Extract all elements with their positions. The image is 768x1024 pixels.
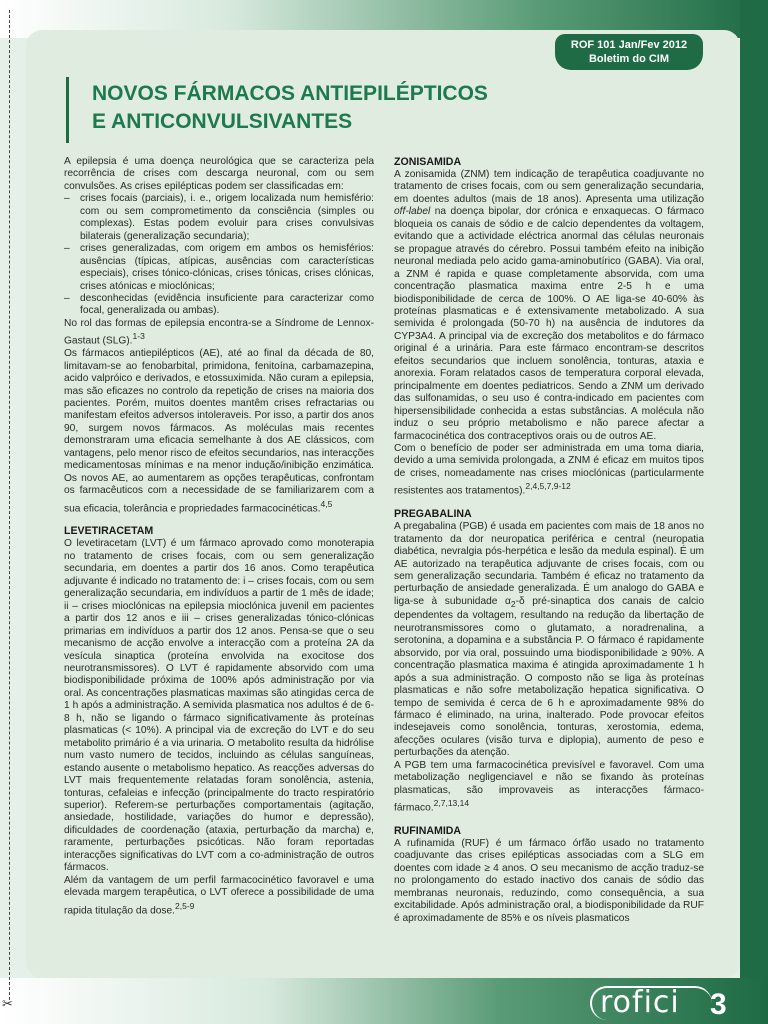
paragraph: Com o benefício de poder ser administrada em uma toma diaria, devido a uma semivida prolongada, a ZNM é eficaz em muitos tipos de crises, nomeadamente nas crises mioclónicas (particularmente resistentes aos tratamentos).$^{2,4,5,7,9-12}$ (394, 442, 704, 497)
scissors-icon: ✂ (2, 996, 13, 1011)
right-green-band (740, 0, 768, 1024)
title-line-2: E ANTICONVULSIVANTES (92, 110, 353, 133)
page-number: 3 (710, 988, 727, 1021)
issue-badge (555, 34, 703, 70)
paragraph: A pregabalina (PGB) é usada em pacientes com mais de 18 anos no tratamento da dor neuropatica periférica e central (neuropatia diabética, nevralgia pós-herpética e lesão da medula espinal). É um AE autorizado na terapêutica adjuvante de crises focais, com ou sem generalização secundaria. Também é eficaz no tratamento da perturbação de ansiedade generalizada. É um analogo do GABA e liga-se à subunidade $\alpha_2-\delta$ pré-sinaptica dos canais de calcio dependentes da voltagem, resultando na redução da libertação de neurotransmissores como o glutamato, a noradrenalina, a serotonina, a dopamina e a substância P. O fármaco é rapidamente absorvido, por via oral, possuindo uma biodisponibilidade ≥ 90%. A concentração plasmatica maxima é atingida aproximadamente 1 h após a sua administração. O composto não se liga às proteínas plasmaticas e não sofre metabolização hepatica significativa. O tempo de semivida é cerca de 6 h e aproximadamente 98% do fármaco é eliminado, na urina, inalterado. Pode provocar efeitos indesejaveis como sonolência, tonturas, xerostomia, edema, afecções oculares (visão turva e diplopia), aumento de peso e perturbações da atenção. (394, 521, 704, 759)
reference: 2,4,5,7,9-12 (525, 481, 571, 492)
list-item: – desconhecidas (evidência insuficiente para caracterizar como focal, generalizada ou ambas). (64, 293, 374, 318)
list-item: – crises generalizadas, com origem em ambos os hemisférios: ausências (típicas, atípicas, ausências com características especiais), crises tónico-clónicas, crises tónicas, crises clónicas, crises atónicas e mioclónicas; (64, 243, 374, 293)
paragraph: A PGB tem uma farmacocinética previsível e favoravel. Com uma metabolização negligenciavel e não se fixando às proteínas plasmaticas, são improvaveis as interacções fármaco-fármaco.$^{2,7,13,14}$ (394, 759, 704, 814)
paragraph: Os fármacos antiepilépticos (AE), até ao final da década de 80, limitavam-se ao fenobarbital, primidona, fenitoína, carbamazepina, acido valpróico e derivados, e etossuximida. Não curam a epilepsia, mas são eficazes no controlo da repetição de crises na maioria dos pacientes. Porém, muitos doentes mantêm crises refractarias ou manifestam efeitos adversos intoleraveis. Por isso, a partir dos anos 90, surgem novos fármacos. As moléculas mais recentes demonstraram uma eficacia semelhante à dos AE clássicos, com vantagens, pelo menor risco de efeitos secundarios, nas interacções medicamentosas mínimas e na menor indução/inibição enzimática. Os novos AE, ao aumentarem as opções terapêuticas, confrontam os farmacêuticos com a necessidade de se familiarizarem com a sua eficacia, tolerância e propriedades farmacocinéticas.$^{4,5}$ (64, 348, 374, 515)
intro-paragraph: A epilepsia é uma doença neurológica que se caracteriza pela recorrência de crises com descarga neuronal, com ou sem convulsões. As crises epilépticas podem ser classificadas em: (64, 156, 374, 192)
issue-label: ROF 101 Jan/Fev 2012 (570, 39, 688, 51)
logo-text: rofici (600, 985, 680, 1020)
reference: 1-3 (132, 331, 145, 342)
left-column (64, 156, 374, 917)
reference: 2,7,13,14 (433, 798, 470, 809)
paragraph: A rufinamida (RUF) é um fármaco órfão usado no tratamento coadjuvante das crises epilépticas associadas com a SLG em doentes com idade ≥ 4 anos. O seu mecanismo de acção traduz-se no prolongamento do estado inactivo dos canais de sódio das membranas neuronais, reduzindo, como consequência, a sua excitabilidade. Após administração oral, a biodisponibilidade da RUF é aproximadamente de 85% e os níveis plasmaticos (394, 838, 704, 924)
list-item: – crises focais (parciais), i. e., origem localizada num hemisfério: com ou sem comprometimento da consciência (simples ou complexas). Estas podem evoluir para crises convulsivas bilaterais (generalização secundaria); (64, 193, 374, 243)
right-column (394, 156, 704, 925)
section-heading-pregabalina: PREGABALINA (394, 508, 472, 521)
section-heading-zonisamida: ZONISAMIDA (394, 156, 462, 168)
paragraph: A zonisamida (ZNM) tem indicação de terapêutica coadjuvante no tratamento de crises focais, com ou sem generalização secundaria, em doentes adultos (mais de 18 anos). Apresenta uma utilização off-label na doença bipolar, dor crónica e enxaquecas. O fármaco bloqueia os canais de sódio e de calcio dependentes da voltagem, evitando que a actividade eléctrica anormal das células neuronais se propague através do cérebro. Possui também efeito na inibição neuronal mediada pelo acido gama-aminobutírico (GABA). Via oral, a ZNM é rapida e quase completamente absorvida, com uma concentração plasmatica maxima entre 2-5 h e uma biodisponibilidade de cerca de 100%. O AE liga-se 40-60% às proteínas plasmaticas e é extensivamente metabolizado. A sua semivida é prolongada (50-70 h) na ausência de indutores da CYP3A4. A principal via de excreção dos metabolitos e do fármaco original é a urinária. Para este fármaco encontram-se descritos efeitos secundarios que incluem sonolência, tonturas, ataxia e anorexia. Foram relatados casos de temperatura corporal elevada, principalmente em doentes pediatricos. Sendo a ZNM um derivado das sulfonamidas, o seu uso é contra-indicado em pacientes com hipersensibilidade conhecida a estas substâncias. A molécula não induz o seu próprio metabolismo e não parece afectar a farmacocinética dos contraceptivos orais ou de outros AE. (394, 169, 704, 442)
reference: 2,5-9 (175, 900, 195, 911)
paragraph: Além da vantagem de um perfil farmacocinético favoravel e uma elevada margem terapêutica, o LVT oferece a possibilidade de uma rapida titulação da dose.$^{2,5-9}$ (64, 874, 374, 916)
article-title (92, 80, 692, 136)
paragraph: O levetiracetam (LVT) é um fármaco aprovado como monoterapia no tratamento de crises focais, com ou sem generalização secundaria, em doentes a partir dos 16 anos. Como terapêutica adjuvante é indicado no tratamento de: i – crises focais, com ou sem generalização secundaria, em indivíduos a partir de 1 mês de idade; ii – crises mioclónicas na epilepsia mioclónica juvenil em pacientes a partir dos 12 anos e iii – crises generalizadas tónico-clónicas primarias em indivíduos a partir dos 12 anos. Pensa-se que o seu mecanismo de acção envolve a interacção com a proteína 2A da vesícula sinaptica (proteína envolvida na exocitose dos neurotransmissores). O LVT é rapidamente absorvido com uma biodisponibilidade próxima de 100% após administração por via oral. As concentrações plasmaticas maximas são atingidas cerca de 1 h após a administração. A semivida plasmatica nos adultos é de 6-8 h, não se ligando o fármaco significativamente às proteínas plasmaticas (< 10%). A principal via de excreção do LVT e do seu metabolito primário é a via urinaria. O metabolito resulta da hidrólise num vasto numero de tecidos, incluindo as células sanguíneas, estando ausente o metabolismo hepatico. As reacções adversas do LVT mais frequentemente relatadas foram sonolência, astenia, tonturas, cefaleias e infecção (principalmente do tracto respiratório superior). Referem-se perturbações comportamentais (agitação, ansiedade, hostilidade, variações do humor e depressão), dificuldades de coordenação (ataxia, perturbação da marcha) e, raramente, perturbações psicóticas. Não foram reportadas interacções significativas do LVT com a co-administração de outros fármacos. (64, 538, 374, 874)
title-line-1: NOVOS FÁRMACOS ANTIEPILÉPTICOS (92, 82, 488, 105)
reference: 4,5 (320, 498, 333, 509)
section-heading-levetiracetam: LEVETIRACETAM (64, 525, 154, 538)
seizure-types-list (64, 193, 374, 318)
bulletin-label: Boletim do CIM (588, 53, 670, 65)
cut-line (9, 10, 10, 1000)
paragraph: No rol das formas de epilepsia encontra-se a Síndrome de Lennox-Gastaut (SLG).$^{1-3}$ (64, 317, 374, 347)
title-accent-bar (66, 77, 69, 143)
section-heading-rufinamida: RUFINAMIDA (394, 825, 462, 838)
